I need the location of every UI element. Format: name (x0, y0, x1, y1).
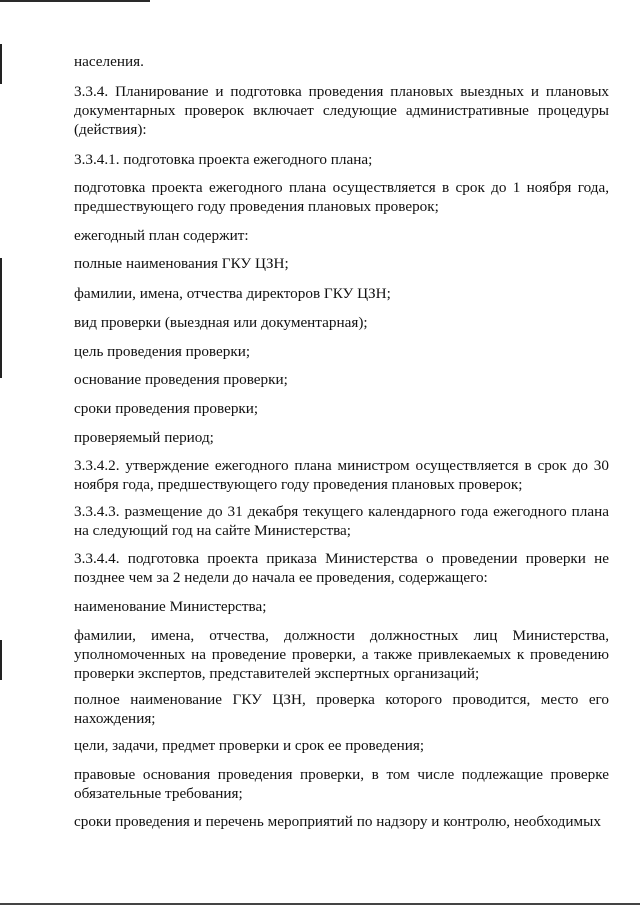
top-page-rule (0, 0, 150, 2)
list-item: фамилии, имена, отчества, должности должностных лиц Министерства, уполномоченных на проведение проверки, а также привлекаемых к проведению проверки экспертов, представителей экспертных организаций; (74, 627, 609, 682)
list-item: сроки проведения проверки; (74, 400, 259, 417)
paragraph-3-3-4-2: 3.3.4.2. утверждение ежегодного плана министром осуществляется в срок до 30 ноября года, предшествующего году проведения плановых проверок; (74, 457, 609, 493)
list-item: цели, задачи, предмет проверки и срок ее проведения; (74, 737, 425, 754)
list-item: проверяемый период; (74, 429, 214, 446)
list-item: сроки проведения и перечень мероприятий по надзору и контролю, необходимых (74, 813, 601, 830)
paragraph-plan-deadline: подготовка проекта ежегодного плана осуществляется в срок до 1 ноября года, предшествующего году проведения плановых проверок; (74, 179, 609, 215)
paragraph-3-3-4-3: 3.3.4.3. размещение до 31 декабря текущего календарного года ежегодного плана на следующий год на сайте Министерства; (74, 503, 609, 539)
list-item: цель проведения проверки; (74, 343, 251, 360)
scan-margin-mark (0, 640, 2, 680)
list-item: вид проверки (выездная или документарная); (74, 314, 368, 331)
list-item: фамилии, имена, отчества директоров ГКУ ЦЗН; (74, 285, 391, 302)
list-item: полные наименования ГКУ ЦЗН; (74, 255, 289, 272)
list-item: основание проведения проверки; (74, 371, 288, 388)
scan-margin-mark (0, 44, 2, 84)
paragraph-3-3-4-4: 3.3.4.4. подготовка проекта приказа Министерства о проведении проверки не позднее чем за 2 недели до начала ее проведения, содержащего: (74, 550, 609, 586)
paragraph-plan-contains: ежегодный план содержит: (74, 227, 249, 244)
scan-margin-mark (0, 318, 2, 378)
paragraph-3-3-4-1: 3.3.4.1. подготовка проекта ежегодного плана; (74, 151, 373, 168)
scan-margin-mark (0, 258, 2, 320)
paragraph-continuation: населения. (74, 53, 144, 70)
list-item: полное наименование ГКУ ЦЗН, проверка которого проводится, место его нахождения; (74, 691, 609, 727)
list-item: наименование Министерства; (74, 598, 267, 615)
paragraph-3-3-4: 3.3.4. Планирование и подготовка проведения плановых выездных и плановых документарных проверок включает следующие административные процедуры (действия): (74, 83, 609, 138)
list-item: правовые основания проведения проверки, в том числе подлежащие проверке обязательные требования; (74, 766, 609, 802)
